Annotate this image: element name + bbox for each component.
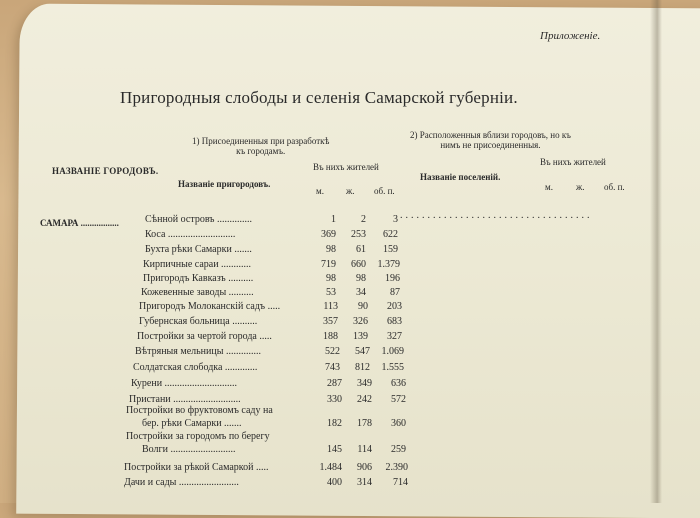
appendix-label: Приложеніе. [540,30,601,42]
female-count: 906 [357,462,372,473]
suburb-name: Пригородъ Молоканскій садъ ..... [139,301,281,312]
total-count: 572 [391,394,406,405]
table-row [0,273,700,287]
female-count: 61 [356,244,366,255]
suburb-name: Бухта рѣки Самарки ....... [145,244,252,255]
suburb-name: Солдатская слободка ............. [133,362,258,373]
table-row [0,394,700,408]
col-male-2: м. [545,182,553,192]
male-count: 287 [327,378,342,389]
suburb-name: Курени ............................. [131,378,238,389]
suburb-name-continued: Волги .......................... [142,444,236,455]
suburb-name: Дачи и сады ........................ [124,477,239,488]
male-count: 98 [326,244,336,255]
total-count: 360 [391,418,406,429]
suburb-name: Пригородъ Кавказъ .......... [143,273,254,284]
female-count: 812 [355,362,370,373]
total-count: 1.555 [381,362,404,373]
female-count: 349 [357,378,372,389]
female-count: 660 [351,259,366,270]
suburb-name: Кожевенные заводы .......... [141,287,254,298]
table-row [0,331,700,345]
female-count: 90 [358,301,368,312]
page-title: Пригородныя слободы и селенія Самарской губерніи. [120,88,518,107]
suburb-name: Постройки за рѣкой Самаркой ..... [124,462,269,473]
right-leader-dots: ................................... [400,210,593,221]
suburb-name: Вѣтряныя мельницы .............. [135,346,261,357]
total-count: 159 [383,244,398,255]
total-count: 196 [385,273,400,284]
male-count: 369 [321,229,336,240]
inhabitants-header-2: Въ нихъ жителей [540,157,606,167]
female-count: 2 [361,214,366,225]
suburb-name: Губернская больница .......... [139,316,258,327]
col-female-1: ж. [346,186,355,196]
table-row [0,214,700,228]
city-column-header: НАЗВАНІЕ ГОРОДОВЪ. [52,166,159,176]
female-count: 139 [353,331,368,342]
total-count: 2.390 [385,462,408,473]
male-count: 145 [327,444,342,455]
table-row [0,244,700,258]
table-row [0,259,700,273]
female-count: 253 [351,229,366,240]
inhabitants-header-1: Въ нихъ жителей [313,162,379,172]
table-row [0,362,700,376]
table-row [0,287,700,301]
male-count: 53 [326,287,336,298]
male-count: 188 [323,331,338,342]
section1-heading [192,136,329,156]
table-row [0,405,700,429]
male-count: 182 [327,418,342,429]
total-count: 636 [391,378,406,389]
total-count: 1.379 [377,259,400,270]
total-count: 622 [383,229,398,240]
female-count: 34 [356,287,366,298]
table-row [0,462,700,476]
female-count: 326 [353,316,368,327]
table-row [0,431,700,455]
suburb-name: Постройки во фруктовомъ саду на [126,405,273,416]
suburb-name: Постройки за городомъ по берегу [126,431,270,442]
suburb-name: Пристани ........................... [129,394,241,405]
table-row [0,229,700,243]
female-count: 178 [357,418,372,429]
total-count: 87 [390,287,400,298]
suburb-name-continued: бер. рѣки Самарки ....... [142,418,242,429]
male-count: 522 [325,346,340,357]
section1-line2: къ городамъ. [236,146,286,156]
total-count: 203 [387,301,402,312]
male-count: 330 [327,394,342,405]
total-count: 714 [393,477,408,488]
section2-line1: 2) Расположенныя вблизи городовъ, но къ [410,130,571,140]
female-count: 114 [357,444,372,455]
suburb-column-header: Названіе пригородовъ. [178,179,271,189]
col-male-1: м. [316,186,324,196]
suburb-name: Кирпичные сараи ............ [143,259,252,270]
col-total-1: об. п. [374,186,395,196]
suburb-name: Коса ........................... [145,229,236,240]
col-total-2: об. п. [604,182,625,192]
female-count: 242 [357,394,372,405]
table-row [0,316,700,330]
male-count: 719 [321,259,336,270]
female-count: 314 [357,477,372,488]
male-count: 400 [327,477,342,488]
female-count: 98 [356,273,366,284]
total-count: 1.069 [381,346,404,357]
female-count: 547 [355,346,370,357]
total-count: 3 [393,214,398,225]
male-count: 1.484 [319,462,342,473]
male-count: 357 [323,316,338,327]
table-row [0,346,700,360]
section1-line1: 1) Присоединенныя при разработкѣ [192,136,330,146]
total-count: 259 [391,444,406,455]
table-row [0,378,700,392]
total-count: 327 [387,331,402,342]
male-count: 1 [331,214,336,225]
table-row [0,477,700,491]
section2-heading [410,130,571,150]
male-count: 98 [326,273,336,284]
male-count: 113 [323,301,338,312]
col-female-2: ж. [576,182,585,192]
table-row [0,301,700,315]
city-name: САМАРА ................. [40,218,119,228]
male-count: 743 [325,362,340,373]
total-count: 683 [387,316,402,327]
suburb-name: Постройки за чертой города ..... [137,331,272,342]
village-column-header: Названіе поселеній. [420,172,501,182]
section2-line2: нимъ не присоединенныя. [440,140,541,150]
suburb-name: Сѣнной островъ .............. [145,214,252,225]
